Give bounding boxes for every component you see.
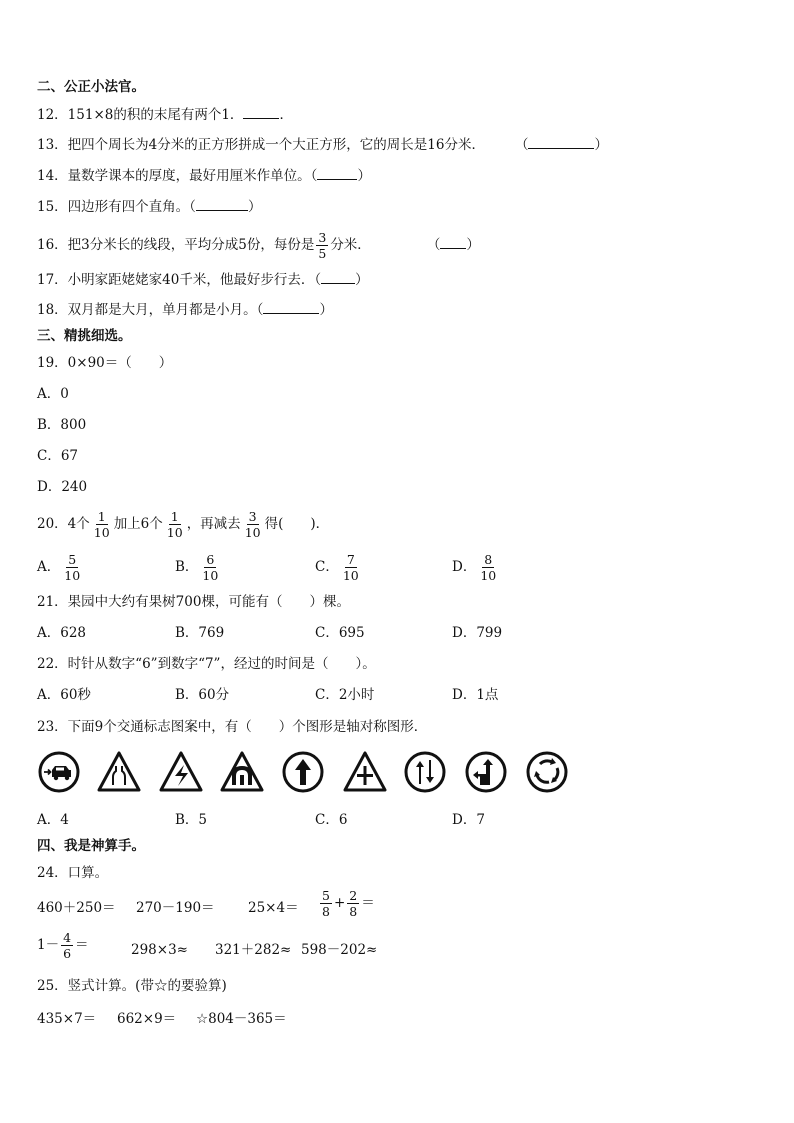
question-19-option-c[interactable]: C．67 — [37, 448, 79, 464]
question-22-option-a[interactable]: A．60秒 — [37, 687, 91, 703]
question-23-option-d[interactable]: D．7 — [452, 812, 485, 828]
question-19-option-d[interactable]: D．240 — [37, 479, 88, 495]
answer-blank[interactable] — [317, 167, 357, 180]
calc-item: 298×3≈ — [131, 942, 188, 958]
question-21-stem: 21．果园中大约有果树700棵，可能有（ ）棵。 — [37, 594, 350, 610]
narrowing-road-sign-icon — [97, 750, 141, 794]
calc-item: 598－202≈ — [301, 942, 378, 958]
answer-blank[interactable] — [196, 198, 248, 211]
question-17-text: 17．小明家距姥姥家40千米，他最好步行去．（ — [37, 272, 322, 288]
question-21-option-b[interactable]: B．769 — [175, 625, 225, 641]
question-18-text: 18．双月都是大月，单月都是小月。（ — [37, 302, 264, 318]
calc-item: ☆804－365＝ — [196, 1011, 287, 1027]
answer-blank[interactable] — [528, 136, 594, 149]
question-16: 16．把3分米长的线段，平均分成5份，每份是 $\frac{3}{5}$ 分米． （ ） — [37, 230, 480, 261]
question-24-stem: 24．口算。 — [37, 865, 109, 881]
question-22-option-b[interactable]: B．60分 — [175, 687, 230, 703]
answer-blank[interactable] — [263, 301, 319, 314]
fraction: $\frac{3}{10}$ — [244, 509, 261, 540]
question-22-option-c[interactable]: C．2小时 — [315, 687, 375, 703]
calc-item: 270－190＝ — [136, 900, 215, 916]
fraction: $\frac{1}{10}$ — [93, 509, 110, 540]
question-15: 15．四边形有四个直角。（ ） — [37, 199, 262, 215]
question-23-option-a[interactable]: A．4 — [37, 812, 69, 828]
two-way-arrows-sign-icon — [403, 750, 447, 794]
question-22-stem: 22．时针从数字“6”到数字“7”，经过的时间是（ ）。 — [37, 656, 376, 672]
answer-blank[interactable] — [243, 106, 279, 119]
question-23-stem: 23．下面9个交通标志图案中，有（ ）个图形是轴对称图形． — [37, 719, 428, 735]
lightning-sign-icon — [159, 750, 203, 794]
question-20-stem: 20．4个 $\frac{1}{10}$ 加上6个 $\frac{1}{10}$ ，再减去 $\frac{3}{10}$ 得( )． — [37, 509, 330, 540]
question-12 — [37, 106, 293, 124]
question-19-stem: 19．0×90＝（ ） — [37, 355, 173, 371]
question-25-stem: 25．竖式计算。(带☆的要验算) — [37, 978, 227, 994]
turn-left-sign-icon — [464, 750, 508, 794]
section-4-title: 四、我是神算手。 — [37, 838, 145, 854]
question-20-option-a[interactable]: A． $\frac{5}{10}$ — [37, 552, 81, 583]
calc-item: 25×4＝ — [248, 900, 299, 916]
question-13: 13．把四个周长为4分米的正方形拼成一个大正方形，它的周长是16分米． （ ） — [37, 137, 608, 153]
question-23-option-b[interactable]: B．5 — [175, 812, 208, 828]
question-23-option-c[interactable]: C．6 — [315, 812, 348, 828]
fraction: $\frac{3}{5}$ — [318, 230, 327, 261]
question-21-option-a[interactable]: A．628 — [37, 625, 87, 641]
question-22-option-d[interactable]: D．1点 — [452, 687, 499, 703]
question-19-option-b[interactable]: B．800 — [37, 417, 87, 433]
answer-blank[interactable] — [321, 271, 355, 284]
question-18: 18．双月都是大月，单月都是小月。（ ） — [37, 302, 333, 318]
question-21-option-c[interactable]: C．695 — [315, 625, 365, 641]
car-arrow-sign-icon — [37, 750, 81, 794]
calc-item: 321＋282≈ — [215, 942, 292, 958]
calc-item-fraction-sum: $\frac{5}{8}$ + $\frac{2}{8}$ ＝ — [322, 888, 375, 919]
answer-blank[interactable] — [440, 236, 466, 249]
calc-item: 435×7＝ — [37, 1011, 97, 1027]
question-15-text: 15．四边形有四个直角。（ — [37, 199, 196, 215]
question-12-tail: ． — [279, 107, 293, 123]
question-14: 14．量数学课本的厚度，最好用厘米作单位。（ ） — [37, 168, 371, 184]
fraction: $\frac{1}{10}$ — [166, 509, 183, 540]
straight-arrow-sign-icon — [281, 750, 325, 794]
roundabout-sign-icon — [525, 750, 569, 794]
section-3-title: 三、精挑细选。 — [37, 328, 132, 344]
question-20-option-d[interactable]: D． $\frac{8}{10}$ — [452, 552, 497, 583]
tunnel-sign-icon — [220, 750, 264, 794]
calc-item: 460＋250＝ — [37, 900, 116, 916]
calc-item-fraction-diff: 1－ $\frac{4}{6}$ ＝ — [37, 930, 89, 961]
crossroad-sign-icon — [343, 750, 387, 794]
question-13-text: 13．把四个周长为4分米的正方形拼成一个大正方形，它的周长是16分米． — [37, 137, 485, 153]
question-19-option-a[interactable]: A．0 — [37, 386, 69, 402]
question-20-option-b[interactable]: B． $\frac{6}{10}$ — [175, 552, 219, 583]
question-14-text: 14．量数学课本的厚度，最好用厘米作单位。（ — [37, 168, 318, 184]
question-21-option-d[interactable]: D．799 — [452, 625, 503, 641]
question-12-text: 12．151×8的积的末尾有两个1． — [37, 107, 244, 123]
traffic-signs-row — [37, 750, 597, 794]
calc-item: 662×9＝ — [117, 1011, 177, 1027]
section-2-title: 二、公正小法官。 — [37, 79, 145, 95]
question-17: 17．小明家距姥姥家40千米，他最好步行去．（ ） — [37, 272, 369, 288]
question-20-option-c[interactable]: C． $\frac{7}{10}$ — [315, 552, 359, 583]
